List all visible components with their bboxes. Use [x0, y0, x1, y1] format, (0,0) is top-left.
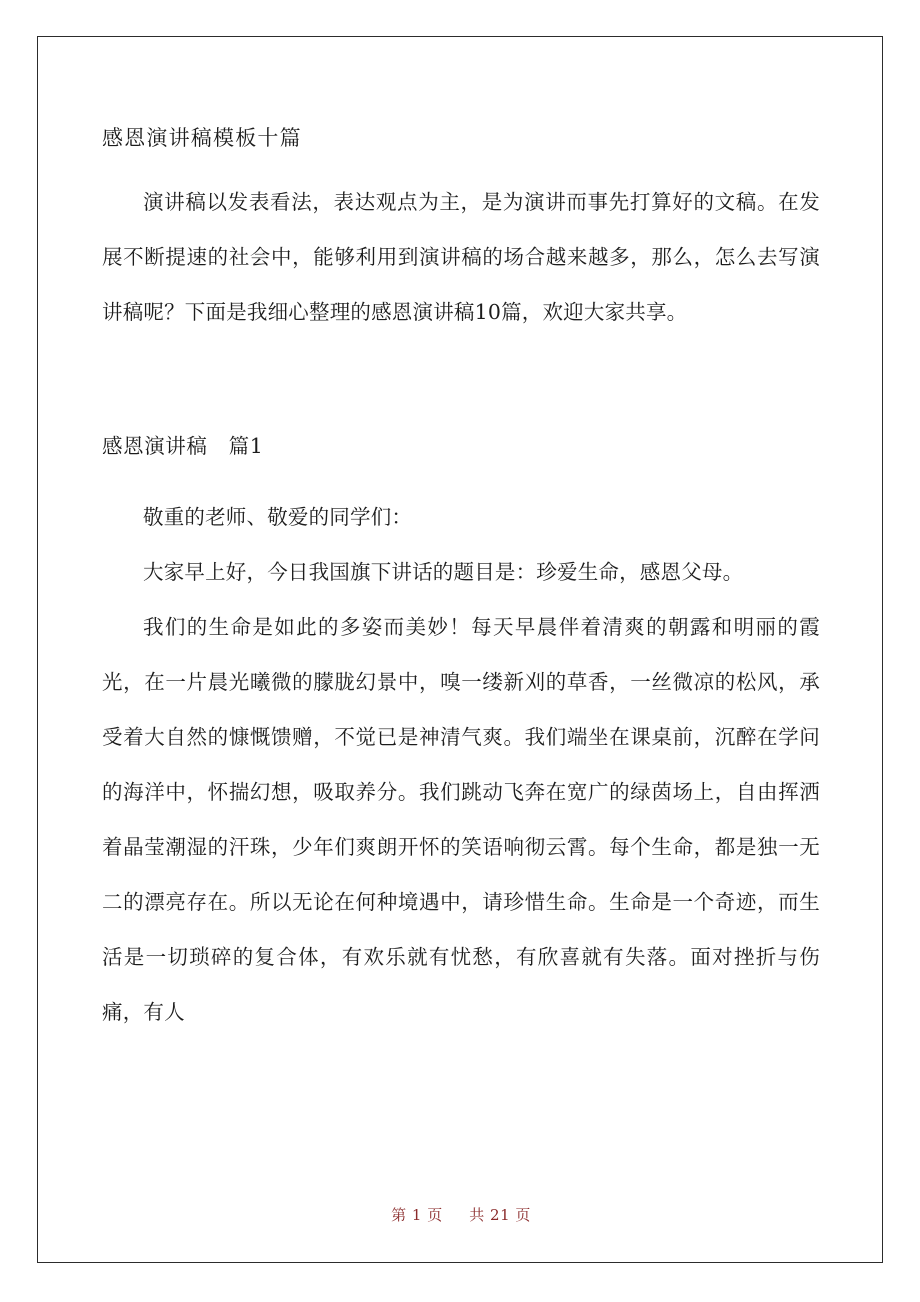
greeting-paragraph: 大家早上好，今日我国旗下讲话的题目是：珍爱生命，感恩父母。: [143, 560, 744, 584]
section-heading-1: 感恩演讲稿 篇1: [102, 434, 264, 458]
heading-spacer: [102, 466, 820, 490]
intro-paragraph: 演讲稿以发表看法，表达观点为主，是为演讲而事先打算好的文稿。在发展不断提速的社会中，能够利用到演讲稿的场合越来越多，那么，怎么去写演讲稿呢？下面是我细心整理的感恩演讲稿10篇，欢迎大家共享。: [102, 190, 820, 324]
footer-current-page: 第 1 页: [391, 1206, 443, 1224]
body-paragraph-1: 我们的生命是如此的多姿而美妙！每天早晨伴着清爽的朝露和明丽的霞光，在一片晨光曦微的朦胧幻景中，嗅一缕新刈的草香，一丝微凉的松风，承受着大自然的慷慨馈赠，不觉已是神清气爽。我们端坐在课桌前，沉醉在学问的海洋中，怀揣幻想，吸取养分。我们跳动飞奔在宽广的绿茵场上，自由挥洒着晶莹潮湿的汗珠，少年们爽朗开怀的笑语响彻云霄。每个生命，都是独一无二的漂亮存在。所以无论在何种境遇中，请珍惜生命。生命是一个奇迹，而生活是一切琐碎的复合体，有欢乐就有忧愁，有欣喜就有失落。面对挫折与伤痛，有人: [102, 615, 820, 1024]
page-footer: [38, 1205, 884, 1225]
footer-total-pages: 共 21 页: [469, 1206, 531, 1224]
salutation-paragraph: 敬重的老师、敬爱的同学们：: [143, 505, 413, 529]
page-title: 感恩演讲稿模板十篇: [102, 126, 302, 150]
document-content: [102, 121, 820, 1040]
section-spacer: [102, 340, 820, 426]
document-page: [37, 36, 883, 1263]
